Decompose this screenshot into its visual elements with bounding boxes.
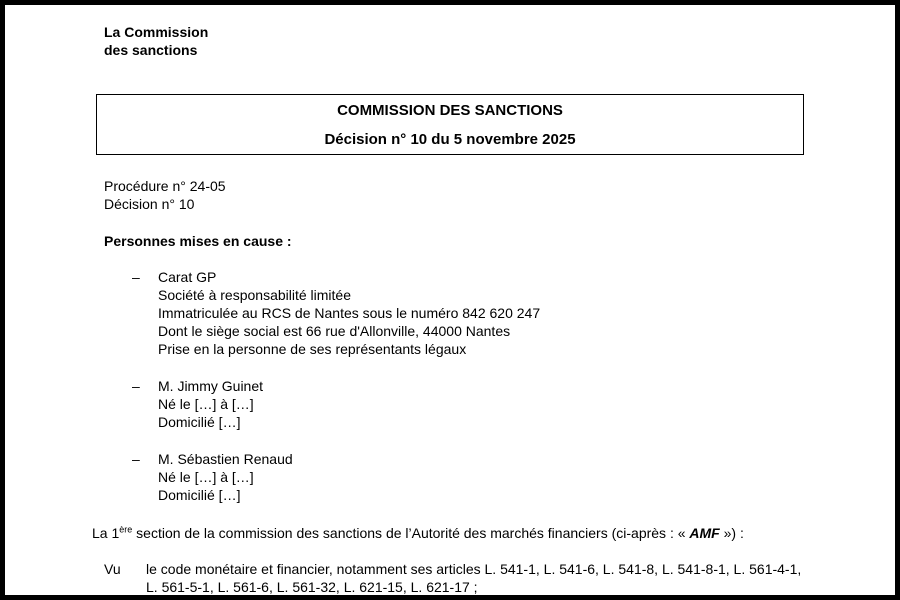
person-3-line-2: Né le […] à […]: [158, 469, 254, 485]
list-bullet: –: [132, 378, 140, 394]
person-1-line-5: Prise en la personne de ses représentants légaux: [158, 341, 467, 357]
title-heading: COMMISSION DES SANCTIONS: [337, 102, 563, 119]
person-1-line-1: Carat GP: [158, 269, 217, 285]
title-decision: Décision n° 10 du 5 novembre 2025: [324, 131, 576, 148]
issuer-line-2: des sanctions: [104, 42, 198, 58]
procedure-number: Procédure n° 24-05: [104, 178, 226, 194]
vu-label: Vu: [104, 561, 121, 577]
intro-middle: section de la commission des sanctions de l’Autorité des marchés financiers (ci-après : «: [132, 525, 690, 541]
intro-sentence: [92, 524, 744, 542]
intro-suffix: ») :: [719, 525, 744, 541]
person-2-line-1: M. Jimmy Guinet: [158, 378, 264, 394]
person-1-line-3: Immatriculée au RCS de Nantes sous le numéro 842 620 247: [158, 305, 541, 321]
intro-amf: AMF: [689, 525, 720, 541]
list-bullet: –: [132, 269, 140, 285]
list-bullet: –: [132, 451, 140, 467]
intro-superscript: ère: [119, 524, 133, 535]
persons-heading: Personnes mises en cause :: [104, 233, 292, 249]
decision-number: Décision n° 10: [104, 196, 195, 212]
person-2-line-3: Domicilié […]: [158, 414, 241, 430]
person-2-line-2: Né le […] à […]: [158, 396, 254, 412]
vu-line-2: L. 561-5-1, L. 561-6, L. 561-32, L. 621-15, L. 621-17 ;: [146, 579, 478, 595]
issuer-block: [104, 23, 208, 59]
person-3-line-1: M. Sébastien Renaud: [158, 451, 293, 467]
person-1-line-4: Dont le siège social est 66 rue d'Allonville, 44000 Nantes: [158, 323, 511, 339]
person-1-line-2: Société à responsabilité limitée: [158, 287, 351, 303]
person-3-line-3: Domicilié […]: [158, 487, 241, 503]
vu-line-1: le code monétaire et financier, notamment ses articles L. 541-1, L. 541-6, L. 541-8, L. 541-8-1, L. 561-4-1,: [146, 561, 802, 577]
intro-prefix: La 1: [92, 525, 120, 541]
issuer-line-1: La Commission: [104, 24, 209, 40]
title-box: [96, 94, 804, 155]
